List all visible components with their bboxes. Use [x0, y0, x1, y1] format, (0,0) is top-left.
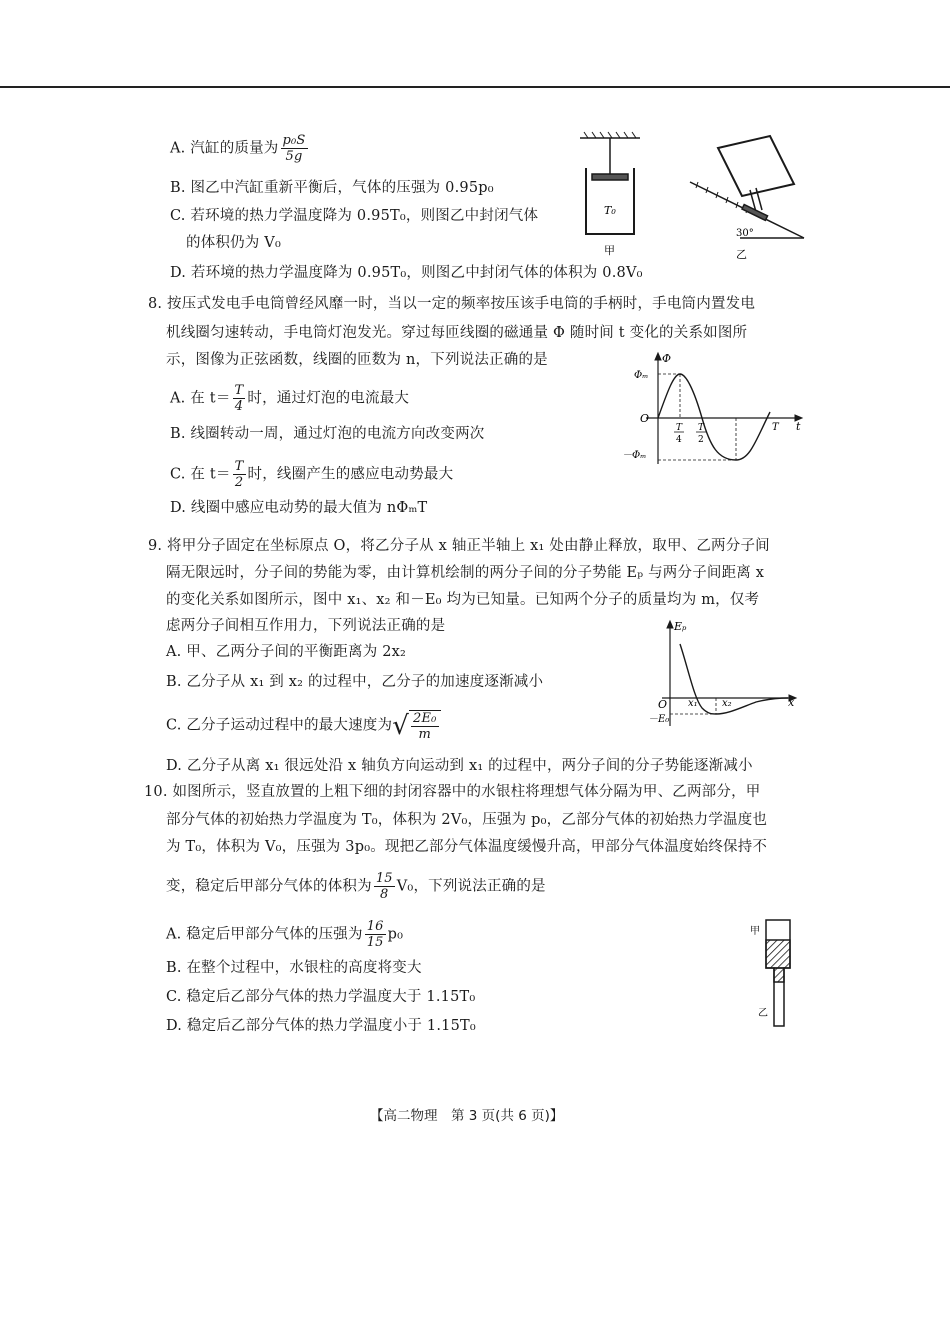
q9-c-sqrt: √ $\frac{\text{2E₀}}{m}$: [392, 710, 440, 741]
q9-graph-x1-label: x₁: [688, 698, 698, 709]
q10-option-a: A. 稳定后甲部分气体的压强为 $\frac{16}{15}$ p₀: [166, 919, 404, 950]
q7-fig-yi-label: 乙: [736, 248, 747, 261]
q9-stem-line3: 的变化关系如图所示，图中 x₁、x₂ 和－E₀ 均为已知量。已知两个分子的质量均为 m，仅考: [166, 592, 760, 608]
q10-container-figure: [748, 912, 798, 1036]
q10-option-b: B. 在整个过程中，水银柱的高度将变大: [166, 960, 422, 976]
q8-flux-graph: [618, 350, 808, 470]
q8-graph-x-label: t: [796, 420, 801, 433]
q8-c-fraction: $\frac{T}{2}$: [234, 459, 244, 490]
q9-option-d: D. 乙分子从离 x₁ 很远处沿 x 轴负方向运动到 x₁ 的过程中，两分子间的分子势能逐渐减小: [166, 758, 753, 774]
q9-graph-origin-label: O: [658, 698, 668, 711]
page-footer: 【高二物理 第 3 页(共 6 页)】: [370, 1108, 564, 1124]
q9-stem-line4: 虑两分子间相互作用力，下列说法正确的是: [166, 618, 446, 634]
q7-fig-jia-label: 甲: [604, 244, 615, 257]
q8-option-d: D. 线圈中感应电动势的最大值为 nΦₘT: [170, 500, 428, 516]
q10-fig-yi-label: 乙: [758, 1008, 768, 1019]
header-rule: [0, 86, 950, 88]
q8-graph-tick-t2-den: 2: [698, 435, 704, 445]
q8-graph-y-label: Φ: [662, 352, 672, 365]
q10-fig-jia-label: 甲: [750, 926, 760, 937]
q9-graph-y-label: Eₚ: [674, 620, 687, 633]
q8-graph-tick-T: T: [772, 422, 779, 433]
q10-stem-line4: 变，稳定后甲部分气体的体积为 $\frac{15}{8}$ V₀，下列说法正确的是: [166, 871, 546, 902]
q8-option-a: A. 在 t＝ $\frac{T}{4}$ 时，通过灯泡的电流最大: [170, 383, 410, 414]
q8-stem-line2: 机线圈匀速转动，手电筒灯泡发光。穿过每匝线圈的磁通量 Φ 随时间 t 变化的关系如图所: [166, 325, 748, 341]
q7-fig-angle-label: 30°: [736, 228, 754, 239]
q7-option-c-line2: 的体积仍为 V₀: [186, 235, 281, 251]
q7-figure-jia: [574, 128, 646, 262]
q10-stem-line3: 为 T₀，体积为 V₀，压强为 3p₀。现把乙部分气体温度缓慢升高，甲部分气体温度始终保持不: [166, 839, 768, 855]
q8-stem-line1: 8. 按压式发电手电筒曾经风靡一时，当以一定的频率按压该手电筒的手柄时，手电筒内置发电: [148, 296, 756, 312]
q9-option-c: C. 乙分子运动过程中的最大速度为 √ $\frac{\text{2E₀}}{m}$: [166, 710, 441, 741]
q9-option-b: B. 乙分子从 x₁ 到 x₂ 的过程中，乙分子的加速度逐渐减小: [166, 674, 544, 690]
q9-stem-line2: 隔无限远时，分子间的势能为零，由计算机绘制的两分子间的分子势能 Eₚ 与两分子间距离 x: [166, 565, 765, 581]
q8-a-fraction: $\frac{T}{4}$: [234, 383, 244, 414]
q10-option-c: C. 稳定后乙部分气体的热力学温度大于 1.15T₀: [166, 989, 476, 1005]
q7-figure-yi: [684, 132, 808, 262]
q8-graph-tick-t4-den: 4: [676, 435, 682, 445]
q10-stem-line1: 10. 如图所示，竖直放置的上粗下细的封闭容器中的水银柱将理想气体分隔为甲、乙两部分，甲: [144, 784, 761, 800]
q7-option-d: D. 若环境的热力学温度降为 0.95T₀，则图乙中封闭气体的体积为 0.8V₀: [170, 265, 643, 281]
q9-graph-x-label: x: [788, 696, 795, 709]
q8-graph-tick-t2-num: T: [698, 423, 705, 433]
q7-option-a: A. 汽缸的质量为 $\frac{\text{p₀S}}{5g}$: [170, 133, 306, 164]
q7-option-c-line1: C. 若环境的热力学温度降为 0.95T₀，则图乙中封闭气体: [170, 208, 539, 224]
q8-graph-ymax-label: Φₘ: [634, 370, 649, 381]
q7-a-fraction: $\frac{\text{p₀S}}{5g}$: [282, 133, 306, 164]
q9-graph-ymin-label: －E₀: [648, 714, 670, 725]
q8-option-c: C. 在 t＝ $\frac{T}{2}$ 时，线圈产生的感应电动势最大: [170, 459, 454, 490]
q10-stem-line2: 部分气体的初始热力学温度为 T₀，体积为 2V₀，压强为 p₀，乙部分气体的初始热力学温度也: [166, 812, 768, 828]
q10-option-d: D. 稳定后乙部分气体的热力学温度小于 1.15T₀: [166, 1018, 476, 1034]
q7-fig-t0-label: T₀: [604, 204, 616, 217]
q9-option-a: A. 甲、乙两分子间的平衡距离为 2x₂: [166, 644, 407, 660]
q9-stem-line1: 9. 将甲分子固定在坐标原点 O，将乙分子从 x 轴正半轴上 x₁ 处由静止释放，取甲、乙两分子间: [148, 538, 770, 554]
q8-option-b: B. 线圈转动一周，通过灯泡的电流方向改变两次: [170, 426, 485, 442]
q8-stem-line3: 示，图像为正弦函数，线圈的匝数为 n，下列说法正确的是: [166, 352, 548, 368]
q10-a-fraction: $\frac{16}{15}$: [366, 919, 384, 950]
q10-stem-fraction: $\frac{15}{8}$: [375, 871, 393, 902]
q8-graph-origin-label: O: [640, 412, 650, 425]
q9-potential-graph: [648, 618, 800, 732]
q7-option-b: B. 图乙中汽缸重新平衡后，气体的压强为 0.95p₀: [170, 180, 494, 196]
q8-graph-tick-t4-num: T: [676, 423, 683, 433]
q8-graph-ymin-label: －Φₘ: [622, 450, 647, 461]
q9-graph-x2-label: x₂: [722, 698, 732, 709]
